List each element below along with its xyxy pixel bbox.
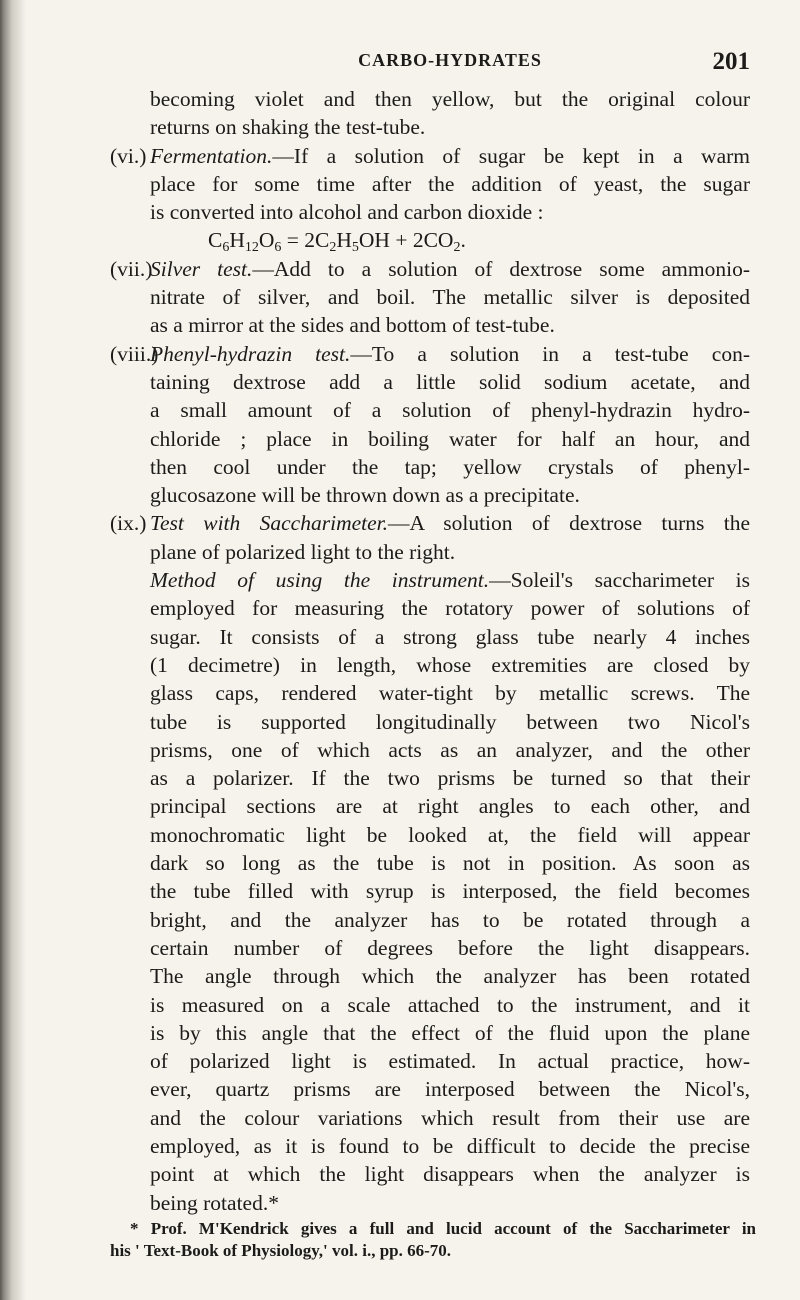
text-line: is converted into alcohol and carbon dioxide :	[150, 200, 544, 225]
page-number: 201	[712, 48, 750, 75]
text-line: then cool under the tap; yellow crystals of phenyl-	[150, 454, 750, 479]
fermentation-equation: $C_6H_{12}O_6 = 2C_2H_5OH + 2CO_2$.	[208, 228, 466, 256]
item-title: Phenyl-hydrazin test.	[150, 341, 351, 366]
text-line: prisms, one of which acts as an analyzer, and the other	[150, 737, 750, 762]
text-line: tube is supported longitudinally between two Nicol's	[150, 709, 750, 734]
text-line: being rotated.*	[150, 1190, 279, 1215]
text-line: becoming violet and then yellow, but the original colour	[150, 87, 750, 111]
text-line: a small amount of a solution of phenyl-hydrazin hydro-	[150, 398, 750, 423]
footnote-line: his ' Text-Book of Physiology,' vol. i., pp. 66-70.	[110, 1241, 452, 1260]
text-run: —A solution of dextrose turns the	[388, 511, 750, 536]
item-number: (ix.)	[110, 511, 147, 536]
text-line: glass caps, rendered water-tight by metallic screws. The	[150, 681, 750, 706]
text-line: and the colour variations which result from their use are	[150, 1105, 750, 1130]
text-line: sugar. It consists of a strong glass tube nearly 4 inches	[150, 624, 750, 649]
method-paragraph-start	[150, 566, 750, 594]
text-line: point at which the light disappears when the analyzer is	[150, 1162, 750, 1187]
text-line: as a mirror at the sides and bottom of test-tube.	[150, 313, 555, 338]
footnote-line: * Prof. M'Kendrick gives a full and lucid account of the Saccharimeter in	[130, 1219, 756, 1238]
text-line: employed for measuring the rotatory power of solutions of	[150, 596, 750, 621]
text-line: as a polarizer. If the two prisms be turned so that their	[150, 766, 750, 791]
text-line: The angle through which the analyzer has been rotated	[150, 964, 750, 989]
text-line: employed, as it is found to be difficult to decide the precise	[150, 1133, 750, 1158]
page-body	[110, 85, 750, 1217]
text-line: plane of polarized light to the right.	[150, 539, 456, 564]
text-line: (1 decimetre) in length, whose extremities are closed by	[150, 652, 750, 677]
item-silver-test	[110, 255, 750, 283]
item-number: (vi.)	[110, 143, 147, 168]
item-title: Test with Saccharimeter.	[150, 511, 389, 536]
item-fermentation	[110, 142, 750, 170]
item-saccharimeter-test	[110, 509, 750, 537]
text-line: monochromatic light be looked at, the field will appear	[150, 822, 750, 847]
text-line: is measured on a scale attached to the instrument, and it	[150, 992, 750, 1017]
text-line: is by this angle that the effect of the fluid upon the plane	[150, 1020, 750, 1045]
text-run: —Add to a solution of dextrose some ammonio-	[252, 256, 750, 281]
text-line: glucosazone will be thrown down as a precipitate.	[150, 483, 580, 508]
footnote	[110, 1218, 756, 1262]
item-number: (vii.)	[110, 256, 153, 281]
method-title: Method of using the instrument.	[150, 568, 490, 593]
running-head: CARBO-HYDRATES	[358, 50, 542, 70]
text-line: principal sections are at right angles to each other, and	[150, 794, 750, 819]
item-title: Fermentation.	[150, 143, 273, 168]
text-run: —If a solution of sugar be kept in a warm	[272, 143, 750, 168]
text-run: —Soleil's saccharimeter is	[489, 568, 750, 593]
text-line: certain number of degrees before the light disappears.	[150, 935, 750, 960]
text-line: bright, and the analyzer has to be rotated through a	[150, 907, 750, 932]
text-line: ever, quartz prisms are interposed between the Nicol's,	[150, 1077, 750, 1102]
text-line: returns on shaking the test-tube.	[150, 115, 426, 140]
page-header	[150, 50, 750, 80]
item-number: (viii.)	[110, 341, 159, 366]
item-phenyl-hydrazin-test	[110, 340, 750, 368]
text-line: chloride ; place in boiling water for half an hour, and	[150, 426, 750, 451]
text-line: nitrate of silver, and boil. The metallic silver is deposited	[150, 285, 750, 310]
text-run: —To a solution in a test-tube con-	[350, 341, 750, 366]
text-line: dark so long as the tube is not in position. As soon as	[150, 851, 750, 876]
text-line: place for some time after the addition of yeast, the sugar	[150, 171, 750, 196]
text-line: the tube filled with syrup is interposed, the field becomes	[150, 879, 750, 904]
text-line: taining dextrose add a little solid sodium acetate, and	[150, 369, 750, 394]
item-title: Silver test.	[150, 256, 253, 281]
text-line: of polarized light is estimated. In actual practice, how-	[150, 1049, 750, 1074]
